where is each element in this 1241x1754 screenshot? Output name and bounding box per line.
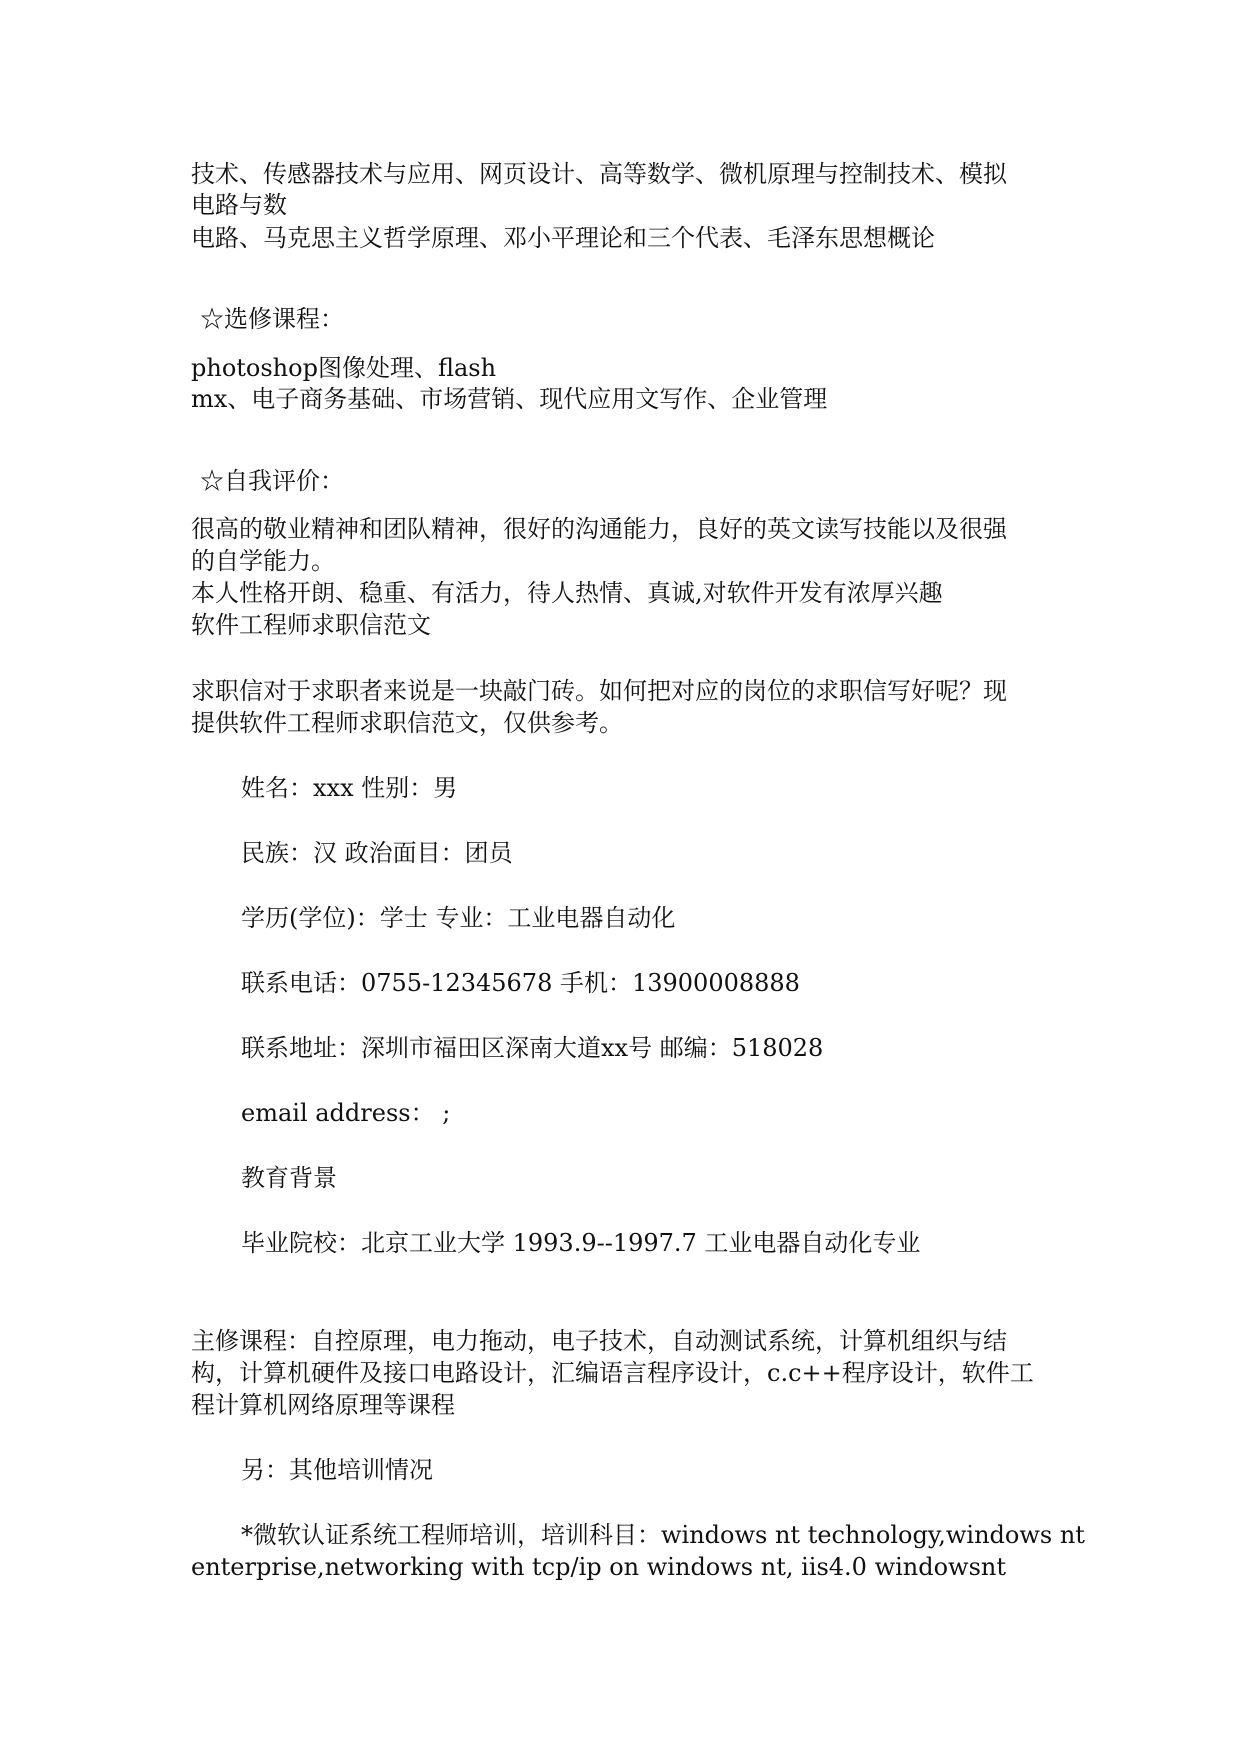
ethnicity-politics-line: 民族：汉 政治面目：团员 — [241, 839, 513, 867]
graduation-school-line: 毕业院校：北京工业大学 1993.9--1997.7 工业电器自动化专业 — [241, 1229, 921, 1257]
email-line: email address： ; — [241, 1099, 451, 1127]
other-training-heading: 另：其他培训情况 — [241, 1456, 433, 1484]
address-line: 联系地址：深圳市福田区深南大道xx号 邮编：518028 — [241, 1034, 824, 1062]
course-list-line-2: 电路与数 — [191, 191, 287, 219]
intro-paragraph-line-2: 提供软件工程师求职信范文，仅供参考。 — [191, 709, 623, 737]
elective-courses-line-2: mx、电子商务基础、市场营销、现代应用文写作、企业管理 — [191, 385, 828, 413]
self-evaluation-line-1: 很高的敬业精神和团队精神，很好的沟通能力，良好的英文读写技能以及很强 — [191, 515, 1007, 543]
training-line-2: enterprise,networking with tcp/ip on windows nt, ⅱs4.0 windowsnt — [191, 1553, 1007, 1581]
major-courses-line-1: 主修课程：自控原理，电力拖动，电子技术，自动测试系统，计算机组织与结 — [191, 1327, 1007, 1355]
elective-courses-heading: ☆选修课程： — [200, 305, 344, 333]
degree-major-line: 学历(学位)：学士 专业：工业电器自动化 — [241, 904, 676, 932]
self-evaluation-line-2: 的自学能力。 — [191, 547, 335, 575]
name-gender-line: 姓名：xxx 性别：男 — [241, 774, 458, 802]
elective-courses-line-1: photoshop图像处理、flash — [191, 354, 497, 382]
education-heading: 教育背景 — [241, 1164, 337, 1192]
self-evaluation-line-3: 本人性格开朗、稳重、有活力，待人热情、真诚,对软件开发有浓厚兴趣 — [191, 579, 943, 607]
self-evaluation-heading: ☆自我评价： — [200, 467, 344, 495]
intro-paragraph-line-1: 求职信对于求职者来说是一块敲门砖。如何把对应的岗位的求职信写好呢？现 — [191, 677, 1007, 705]
phone-line: 联系电话：0755-12345678 手机：13900008888 — [241, 969, 800, 997]
training-line-1: *微软认证系统工程师培训，培训科目：windows nt technology,windows nt — [241, 1521, 1085, 1549]
document-title: 软件工程师求职信范文 — [191, 611, 431, 639]
course-list-line-1: 技术、传感器技术与应用、网页设计、高等数学、微机原理与控制技术、模拟 — [191, 160, 1007, 188]
major-courses-line-3: 程计算机网络原理等课程 — [191, 1391, 455, 1419]
major-courses-line-2: 构，计算机硬件及接口电路设计，汇编语言程序设计，c.c++程序设计，软件工 — [191, 1359, 1034, 1387]
course-list-line-3: 电路、马克思主义哲学原理、邓小平理论和三个代表、毛泽东思想概论 — [191, 224, 935, 252]
